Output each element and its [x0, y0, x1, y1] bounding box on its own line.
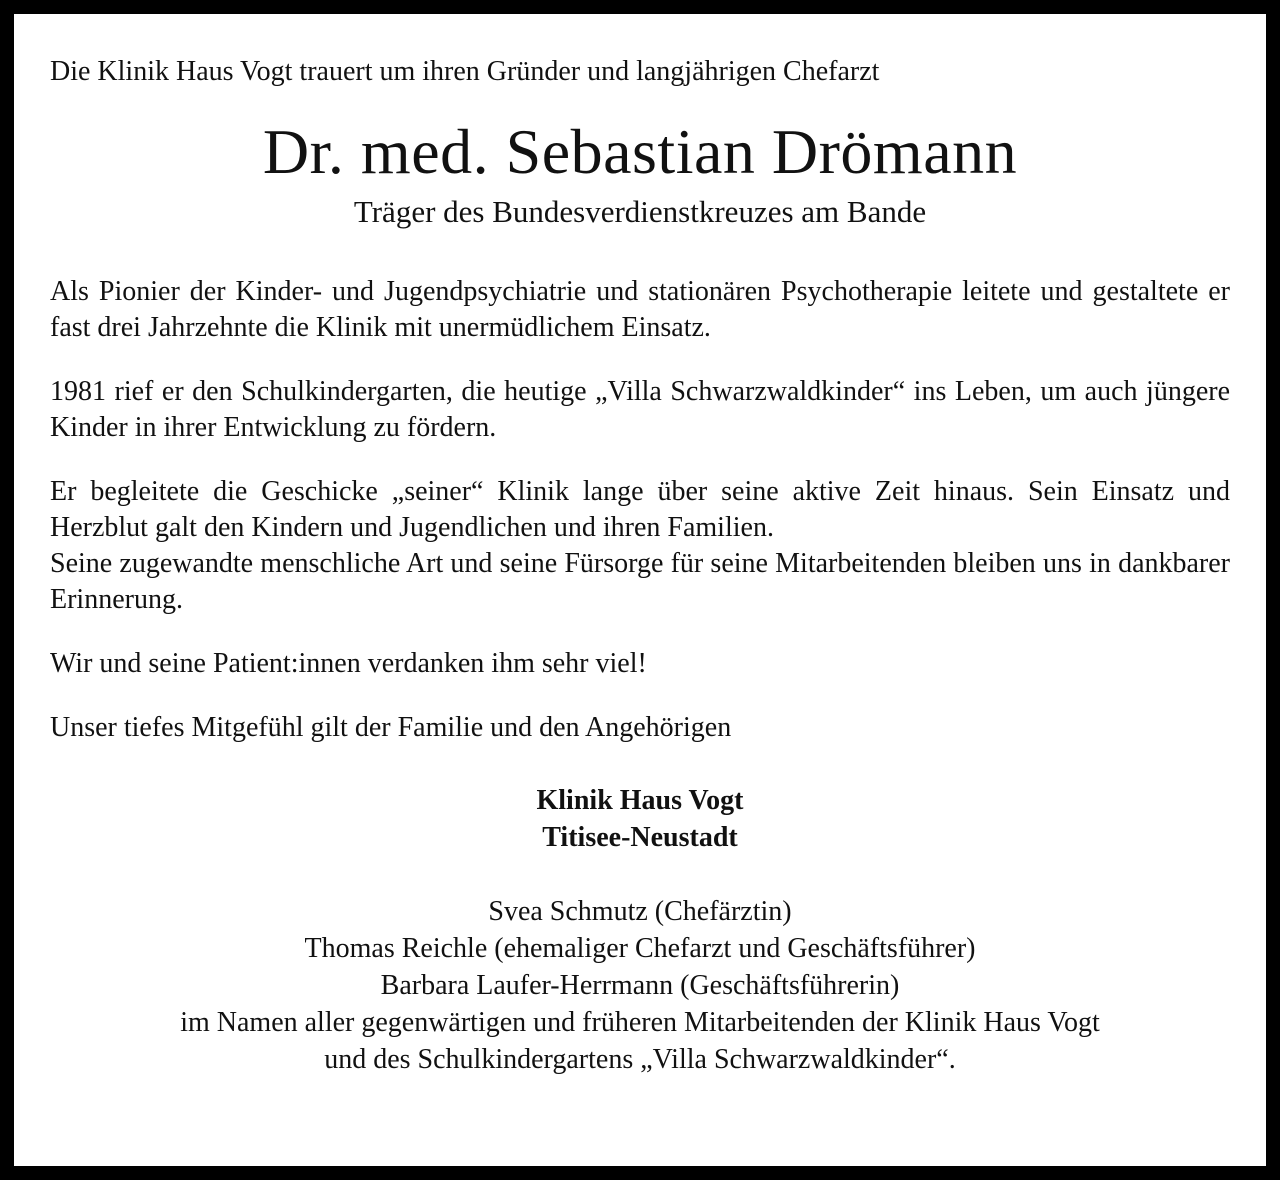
paragraph-kindergarten — [50, 374, 1230, 446]
signer-line: und des Schulkindergartens „Villa Schwarzwaldkinder“. — [324, 1044, 956, 1075]
signer-line: Barbara Laufer-Herrmann (Geschäftsführerin) — [380, 970, 900, 1001]
intro-line: Die Klinik Haus Vogt trauert um ihren Gründer und langjährigen Chefarzt — [50, 56, 880, 87]
organization-name: Klinik Haus Vogt — [536, 785, 744, 816]
paragraph-pioneer — [50, 274, 1230, 346]
paragraph-text: Als Pionier der Kinder- und Jugendpsychiatrie und stationären Psychotherapie leitete und gestaltete er fast drei Jahrzehnte die Klinik mit unermüdlichem Einsatz. — [50, 276, 1230, 343]
paragraph-text: Seine zugewandte menschliche Art und seine Fürsorge für seine Mitarbeitenden bleiben uns in dankbarer Erinnerung. — [50, 548, 1230, 615]
paragraph-text: Er begleitete die Geschicke „seiner“ Klinik lange über seine aktive Zeit hinaus. Sein Einsatz und Herzblut galt den Kindern und Jugendlichen und ihren Familien. — [50, 476, 1230, 543]
organization-location: Titisee-Neustadt — [542, 822, 738, 853]
notice-content — [50, 54, 1230, 1078]
signer-line: Thomas Reichle (ehemaliger Chefarzt und Geschäftsführer) — [304, 933, 976, 964]
deceased-name: Dr. med. Sebastian Drömann — [262, 116, 1018, 187]
signer-line: Svea Schmutz (Chefärztin) — [488, 896, 792, 927]
signer-line: im Namen aller gegenwärtigen und früheren Mitarbeitenden der Klinik Haus Vogt — [180, 1007, 1100, 1038]
paragraph-text: 1981 rief er den Schulkindergarten, die heutige „Villa Schwarzwaldkinder“ ins Leben, um auch jüngere Kinder in ihrer Entwicklung zu fördern. — [50, 376, 1230, 443]
organization-block — [50, 782, 1230, 856]
paragraph-gratitude — [50, 646, 1230, 682]
paragraph-text: Unser tiefes Mitgefühl gilt der Familie und den Angehörigen — [50, 712, 732, 743]
paragraph-legacy — [50, 474, 1230, 618]
signers-block — [50, 893, 1230, 1078]
honor-line: Träger des Bundesverdienstkreuzes am Bande — [353, 194, 927, 229]
paragraph-condolence — [50, 710, 1230, 746]
paragraph-text: Wir und seine Patient:innen verdanken ihm sehr viel! — [50, 648, 647, 679]
